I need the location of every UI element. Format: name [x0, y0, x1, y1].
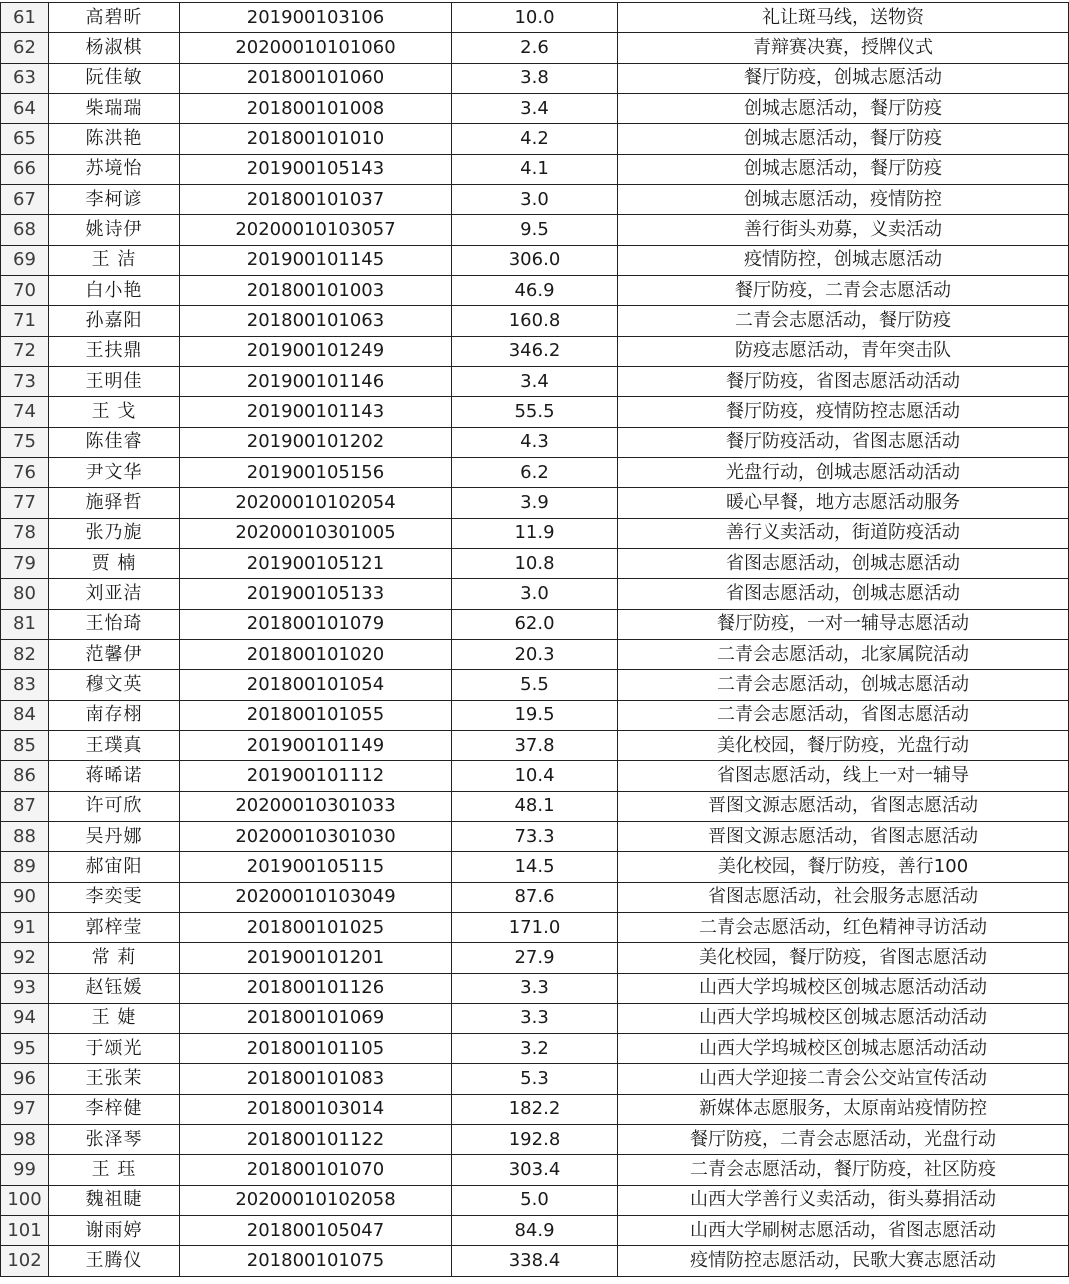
table-row — [1, 852, 1069, 882]
hours-cell[interactable]: 10.0 — [452, 3, 618, 33]
row-number-cell[interactable]: 84 — [1, 700, 49, 730]
table-row — [1, 457, 1069, 487]
name-cell[interactable]: 孙嘉阳 — [49, 306, 180, 336]
hours-cell[interactable]: 3.0 — [452, 579, 618, 609]
table-row — [1, 609, 1069, 639]
student-id-cell[interactable]: 201900101249 — [180, 336, 452, 366]
name-cell[interactable]: 李梓健 — [49, 1094, 180, 1124]
row-number-cell[interactable]: 67 — [1, 184, 49, 214]
row-number-cell[interactable]: 90 — [1, 882, 49, 912]
student-id-cell[interactable]: 201800101122 — [180, 1125, 452, 1155]
activity-cell[interactable]: 省图志愿活动，创城志愿活动 — [618, 579, 1069, 609]
table-row — [1, 548, 1069, 578]
name-cell[interactable]: 穆文英 — [49, 670, 180, 700]
table-row — [1, 63, 1069, 93]
hours-cell[interactable]: 14.5 — [452, 852, 618, 882]
row-number-cell[interactable]: 88 — [1, 821, 49, 851]
name-cell[interactable]: 李柯谚 — [49, 184, 180, 214]
hours-cell[interactable]: 46.9 — [452, 275, 618, 305]
hours-cell[interactable]: 6.2 — [452, 457, 618, 487]
name-cell[interactable]: 王璞真 — [49, 730, 180, 760]
name-cell[interactable]: 张乃旎 — [49, 518, 180, 548]
hours-cell[interactable]: 3.8 — [452, 63, 618, 93]
student-id-cell[interactable]: 201800105047 — [180, 1216, 452, 1246]
hours-cell[interactable]: 27.9 — [452, 943, 618, 973]
table-row — [1, 1246, 1069, 1276]
hours-cell[interactable]: 3.3 — [452, 1003, 618, 1033]
table-row — [1, 154, 1069, 184]
row-number-cell[interactable]: 61 — [1, 3, 49, 33]
row-number-cell[interactable]: 83 — [1, 670, 49, 700]
activity-cell[interactable]: 晋图文源志愿活动，省图志愿活动 — [618, 791, 1069, 821]
name-cell[interactable]: 施驿哲 — [49, 488, 180, 518]
table-row — [1, 215, 1069, 245]
row-number-cell[interactable]: 82 — [1, 639, 49, 669]
hours-cell[interactable]: 5.0 — [452, 1185, 618, 1215]
table-row — [1, 427, 1069, 457]
hours-cell[interactable]: 4.3 — [452, 427, 618, 457]
row-number-cell[interactable]: 76 — [1, 457, 49, 487]
activity-cell[interactable]: 疫情防控志愿活动，民歌大赛志愿活动 — [618, 1246, 1069, 1276]
table-row — [1, 821, 1069, 851]
row-number-cell[interactable]: 81 — [1, 609, 49, 639]
table-row — [1, 1125, 1069, 1155]
table-row — [1, 1064, 1069, 1094]
row-number-cell[interactable]: 66 — [1, 154, 49, 184]
activity-cell[interactable]: 创城志愿活动，餐厅防疫 — [618, 154, 1069, 184]
table-row — [1, 943, 1069, 973]
activity-cell[interactable]: 省图志愿活动，线上一对一辅导 — [618, 761, 1069, 791]
hours-cell[interactable]: 10.8 — [452, 548, 618, 578]
name-cell[interactable]: 郝宙阳 — [49, 852, 180, 882]
hours-cell[interactable]: 5.5 — [452, 670, 618, 700]
name-cell[interactable]: 赵钰媛 — [49, 973, 180, 1003]
hours-cell[interactable]: 37.8 — [452, 730, 618, 760]
name-cell[interactable]: 王腾仪 — [49, 1246, 180, 1276]
student-id-cell[interactable]: 20200010301005 — [180, 518, 452, 548]
student-id-cell[interactable]: 201900101201 — [180, 943, 452, 973]
name-cell[interactable]: 王 戈 — [49, 397, 180, 427]
student-id-cell[interactable]: 201900105156 — [180, 457, 452, 487]
name-cell[interactable]: 王扶鼎 — [49, 336, 180, 366]
name-cell[interactable]: 苏境怡 — [49, 154, 180, 184]
activity-cell[interactable]: 创城志愿活动，餐厅防疫 — [618, 93, 1069, 123]
student-id-cell[interactable]: 201800101055 — [180, 700, 452, 730]
name-cell[interactable]: 王 婕 — [49, 1003, 180, 1033]
hours-cell[interactable]: 303.4 — [452, 1155, 618, 1185]
table-row — [1, 1155, 1069, 1185]
student-id-cell[interactable]: 201800101105 — [180, 1034, 452, 1064]
hours-cell[interactable]: 5.3 — [452, 1064, 618, 1094]
activity-cell[interactable]: 青辩赛决赛，授牌仪式 — [618, 33, 1069, 63]
table-row — [1, 336, 1069, 366]
activity-cell[interactable]: 山西大学坞城校区创城志愿活动活动 — [618, 1034, 1069, 1064]
activity-cell[interactable]: 二青会志愿活动，北家属院活动 — [618, 639, 1069, 669]
table-row — [1, 184, 1069, 214]
row-number-cell[interactable]: 95 — [1, 1034, 49, 1064]
row-number-cell[interactable]: 102 — [1, 1246, 49, 1276]
table-row — [1, 700, 1069, 730]
hours-cell[interactable]: 19.5 — [452, 700, 618, 730]
hours-cell[interactable]: 306.0 — [452, 245, 618, 275]
activity-cell[interactable]: 餐厅防疫，省图志愿活动活动 — [618, 366, 1069, 396]
name-cell[interactable]: 贾 楠 — [49, 548, 180, 578]
hours-cell[interactable]: 10.4 — [452, 761, 618, 791]
hours-cell[interactable]: 3.4 — [452, 93, 618, 123]
activity-cell[interactable]: 防疫志愿活动，青年突击队 — [618, 336, 1069, 366]
row-number-cell[interactable]: 101 — [1, 1216, 49, 1246]
activity-cell[interactable]: 餐厅防疫，一对一辅导志愿活动 — [618, 609, 1069, 639]
activity-cell[interactable]: 山西大学善行义卖活动，街头募捐活动 — [618, 1185, 1069, 1215]
activity-cell[interactable]: 山西大学坞城校区创城志愿活动活动 — [618, 973, 1069, 1003]
student-id-cell[interactable]: 201900105115 — [180, 852, 452, 882]
row-number-cell[interactable]: 86 — [1, 761, 49, 791]
table-row — [1, 973, 1069, 1003]
student-id-cell[interactable]: 20200010301030 — [180, 821, 452, 851]
activity-cell[interactable]: 山西大学刷树志愿活动，省图志愿活动 — [618, 1216, 1069, 1246]
table-row — [1, 882, 1069, 912]
table-row — [1, 1216, 1069, 1246]
table-row — [1, 245, 1069, 275]
row-number-cell[interactable]: 62 — [1, 33, 49, 63]
student-id-cell[interactable]: 201800101079 — [180, 609, 452, 639]
student-id-cell[interactable]: 201900101112 — [180, 761, 452, 791]
hours-cell[interactable]: 73.3 — [452, 821, 618, 851]
activity-cell[interactable]: 省图志愿活动，创城志愿活动 — [618, 548, 1069, 578]
student-id-cell[interactable]: 201900101143 — [180, 397, 452, 427]
row-number-cell[interactable]: 73 — [1, 366, 49, 396]
hours-cell[interactable]: 3.3 — [452, 973, 618, 1003]
name-cell[interactable]: 谢雨婷 — [49, 1216, 180, 1246]
student-id-cell[interactable]: 201800101083 — [180, 1064, 452, 1094]
hours-cell[interactable]: 3.2 — [452, 1034, 618, 1064]
name-cell[interactable]: 李奕雯 — [49, 882, 180, 912]
activity-cell[interactable]: 疫情防控，创城志愿活动 — [618, 245, 1069, 275]
row-number-cell[interactable]: 91 — [1, 912, 49, 942]
student-id-cell[interactable]: 201900105121 — [180, 548, 452, 578]
hours-cell[interactable]: 171.0 — [452, 912, 618, 942]
table-row — [1, 639, 1069, 669]
row-number-cell[interactable]: 87 — [1, 791, 49, 821]
row-number-cell[interactable]: 75 — [1, 427, 49, 457]
student-id-cell[interactable]: 201900101149 — [180, 730, 452, 760]
activity-cell[interactable]: 光盘行动，创城志愿活动活动 — [618, 457, 1069, 487]
name-cell[interactable]: 郭梓莹 — [49, 912, 180, 942]
table-row — [1, 761, 1069, 791]
volunteer-hours-table — [0, 2, 1069, 1277]
name-cell[interactable]: 王怡琦 — [49, 609, 180, 639]
name-cell[interactable]: 高碧昕 — [49, 3, 180, 33]
name-cell[interactable]: 南存栩 — [49, 700, 180, 730]
student-id-cell[interactable]: 20200010103049 — [180, 882, 452, 912]
activity-cell[interactable]: 餐厅防疫，二青会志愿活动 — [618, 275, 1069, 305]
row-number-cell[interactable]: 96 — [1, 1064, 49, 1094]
name-cell[interactable]: 吴丹娜 — [49, 821, 180, 851]
table-row — [1, 3, 1069, 33]
table-row — [1, 579, 1069, 609]
table-row — [1, 1094, 1069, 1124]
student-id-cell[interactable]: 20200010101060 — [180, 33, 452, 63]
activity-cell[interactable]: 美化校园，餐厅防疫，省图志愿活动 — [618, 943, 1069, 973]
name-cell[interactable]: 魏祖睫 — [49, 1185, 180, 1215]
hours-cell[interactable]: 338.4 — [452, 1246, 618, 1276]
student-id-cell[interactable]: 201800101008 — [180, 93, 452, 123]
activity-cell[interactable]: 二青会志愿活动，创城志愿活动 — [618, 670, 1069, 700]
hours-cell[interactable]: 182.2 — [452, 1094, 618, 1124]
name-cell[interactable]: 王 珏 — [49, 1155, 180, 1185]
row-number-cell[interactable]: 79 — [1, 548, 49, 578]
name-cell[interactable]: 阮佳敏 — [49, 63, 180, 93]
activity-cell[interactable]: 二青会志愿活动，红色精神寻访活动 — [618, 912, 1069, 942]
row-number-cell[interactable]: 63 — [1, 63, 49, 93]
row-number-cell[interactable]: 77 — [1, 488, 49, 518]
table-row — [1, 93, 1069, 123]
row-number-cell[interactable]: 85 — [1, 730, 49, 760]
hours-cell[interactable]: 11.9 — [452, 518, 618, 548]
name-cell[interactable]: 陈洪艳 — [49, 124, 180, 154]
name-cell[interactable]: 杨淑棋 — [49, 33, 180, 63]
name-cell[interactable]: 王明佳 — [49, 366, 180, 396]
activity-cell[interactable]: 晋图文源志愿活动，省图志愿活动 — [618, 821, 1069, 851]
student-id-cell[interactable]: 201900101146 — [180, 366, 452, 396]
student-id-cell[interactable]: 201800101060 — [180, 63, 452, 93]
hours-cell[interactable]: 3.0 — [452, 184, 618, 214]
student-id-cell[interactable]: 201800103014 — [180, 1094, 452, 1124]
hours-cell[interactable]: 9.5 — [452, 215, 618, 245]
activity-cell[interactable]: 善行义卖活动，街道防疫活动 — [618, 518, 1069, 548]
activity-cell[interactable]: 山西大学坞城校区创城志愿活动活动 — [618, 1003, 1069, 1033]
student-id-cell[interactable]: 20200010102058 — [180, 1185, 452, 1215]
student-id-cell[interactable]: 201900105143 — [180, 154, 452, 184]
name-cell[interactable]: 白小艳 — [49, 275, 180, 305]
student-id-cell[interactable]: 201900105133 — [180, 579, 452, 609]
activity-cell[interactable]: 省图志愿活动，社会服务志愿活动 — [618, 882, 1069, 912]
activity-cell[interactable]: 美化校园，餐厅防疫，光盘行动 — [618, 730, 1069, 760]
activity-cell[interactable]: 餐厅防疫，疫情防控志愿活动 — [618, 397, 1069, 427]
student-id-cell[interactable]: 201800101010 — [180, 124, 452, 154]
student-id-cell[interactable]: 201900103106 — [180, 3, 452, 33]
hours-cell[interactable]: 192.8 — [452, 1125, 618, 1155]
student-id-cell[interactable]: 201800101020 — [180, 639, 452, 669]
activity-cell[interactable]: 新媒体志愿服务，太原南站疫情防控 — [618, 1094, 1069, 1124]
activity-cell[interactable]: 善行街头劝募，义卖活动 — [618, 215, 1069, 245]
name-cell[interactable]: 于颂光 — [49, 1034, 180, 1064]
student-id-cell[interactable]: 20200010103057 — [180, 215, 452, 245]
hours-cell[interactable]: 4.2 — [452, 124, 618, 154]
table-row — [1, 33, 1069, 63]
name-cell[interactable]: 柴瑞瑞 — [49, 93, 180, 123]
row-number-cell[interactable]: 89 — [1, 852, 49, 882]
student-id-cell[interactable]: 201900101202 — [180, 427, 452, 457]
row-number-cell[interactable]: 94 — [1, 1003, 49, 1033]
table-row — [1, 791, 1069, 821]
row-number-cell[interactable]: 99 — [1, 1155, 49, 1185]
student-id-cell[interactable]: 201800101037 — [180, 184, 452, 214]
table-row — [1, 366, 1069, 396]
row-number-cell[interactable]: 68 — [1, 215, 49, 245]
activity-cell[interactable]: 餐厅防疫，二青会志愿活动，光盘行动 — [618, 1125, 1069, 1155]
row-number-cell[interactable]: 92 — [1, 943, 49, 973]
student-id-cell[interactable]: 201800101054 — [180, 670, 452, 700]
hours-cell[interactable]: 48.1 — [452, 791, 618, 821]
activity-cell[interactable]: 二青会志愿活动，省图志愿活动 — [618, 700, 1069, 730]
name-cell[interactable]: 姚诗伊 — [49, 215, 180, 245]
row-number-cell[interactable]: 80 — [1, 579, 49, 609]
student-id-cell[interactable]: 201900101145 — [180, 245, 452, 275]
table-row — [1, 124, 1069, 154]
student-id-cell[interactable]: 20200010301033 — [180, 791, 452, 821]
row-number-cell[interactable]: 71 — [1, 306, 49, 336]
student-id-cell[interactable]: 201800101075 — [180, 1246, 452, 1276]
activity-cell[interactable]: 创城志愿活动，疫情防控 — [618, 184, 1069, 214]
student-id-cell[interactable]: 201800101070 — [180, 1155, 452, 1185]
table-row — [1, 275, 1069, 305]
name-cell[interactable]: 常 莉 — [49, 943, 180, 973]
hours-cell[interactable]: 4.1 — [452, 154, 618, 184]
row-number-cell[interactable]: 98 — [1, 1125, 49, 1155]
hours-cell[interactable]: 2.6 — [452, 33, 618, 63]
student-id-cell[interactable]: 201800101126 — [180, 973, 452, 1003]
hours-cell[interactable]: 3.9 — [452, 488, 618, 518]
table-row — [1, 912, 1069, 942]
student-id-cell[interactable]: 201800101069 — [180, 1003, 452, 1033]
hours-cell[interactable]: 62.0 — [452, 609, 618, 639]
name-cell[interactable]: 尹文华 — [49, 457, 180, 487]
row-number-cell[interactable]: 97 — [1, 1094, 49, 1124]
row-number-cell[interactable]: 65 — [1, 124, 49, 154]
student-id-cell[interactable]: 201800101003 — [180, 275, 452, 305]
name-cell[interactable]: 王 洁 — [49, 245, 180, 275]
table-body — [1, 3, 1069, 1277]
name-cell[interactable]: 王张茉 — [49, 1064, 180, 1094]
student-id-cell[interactable]: 201800101063 — [180, 306, 452, 336]
table-row — [1, 1034, 1069, 1064]
name-cell[interactable]: 刘亚洁 — [49, 579, 180, 609]
activity-cell[interactable]: 暖心早餐，地方志愿活动服务 — [618, 488, 1069, 518]
hours-cell[interactable]: 346.2 — [452, 336, 618, 366]
hours-cell[interactable]: 87.6 — [452, 882, 618, 912]
activity-cell[interactable]: 山西大学迎接二青会公交站宣传活动 — [618, 1064, 1069, 1094]
table-row — [1, 306, 1069, 336]
activity-cell[interactable]: 二青会志愿活动，餐厅防疫，社区防疫 — [618, 1155, 1069, 1185]
table-row — [1, 518, 1069, 548]
name-cell[interactable]: 张泽琴 — [49, 1125, 180, 1155]
activity-cell[interactable]: 餐厅防疫，创城志愿活动 — [618, 63, 1069, 93]
student-id-cell[interactable]: 20200010102054 — [180, 488, 452, 518]
hours-cell[interactable]: 55.5 — [452, 397, 618, 427]
hours-cell[interactable]: 3.4 — [452, 366, 618, 396]
activity-cell[interactable]: 礼让斑马线，送物资 — [618, 3, 1069, 33]
hours-cell[interactable]: 20.3 — [452, 639, 618, 669]
table-row — [1, 1185, 1069, 1215]
hours-cell[interactable]: 160.8 — [452, 306, 618, 336]
activity-cell[interactable]: 餐厅防疫活动，省图志愿活动 — [618, 427, 1069, 457]
row-number-cell[interactable]: 74 — [1, 397, 49, 427]
table-row — [1, 670, 1069, 700]
row-number-cell[interactable]: 72 — [1, 336, 49, 366]
table-row — [1, 1003, 1069, 1033]
row-number-cell[interactable]: 64 — [1, 93, 49, 123]
name-cell[interactable]: 陈佳睿 — [49, 427, 180, 457]
row-number-cell[interactable]: 70 — [1, 275, 49, 305]
row-number-cell[interactable]: 100 — [1, 1185, 49, 1215]
activity-cell[interactable]: 美化校园，餐厅防疫，善行100 — [618, 852, 1069, 882]
name-cell[interactable]: 蒋晞诺 — [49, 761, 180, 791]
row-number-cell[interactable]: 69 — [1, 245, 49, 275]
row-number-cell[interactable]: 78 — [1, 518, 49, 548]
activity-cell[interactable]: 创城志愿活动，餐厅防疫 — [618, 124, 1069, 154]
student-id-cell[interactable]: 201800101025 — [180, 912, 452, 942]
hours-cell[interactable]: 84.9 — [452, 1216, 618, 1246]
table-row — [1, 730, 1069, 760]
activity-cell[interactable]: 二青会志愿活动，餐厅防疫 — [618, 306, 1069, 336]
table-row — [1, 397, 1069, 427]
name-cell[interactable]: 许可欣 — [49, 791, 180, 821]
row-number-cell[interactable]: 93 — [1, 973, 49, 1003]
table-row — [1, 488, 1069, 518]
name-cell[interactable]: 范馨伊 — [49, 639, 180, 669]
